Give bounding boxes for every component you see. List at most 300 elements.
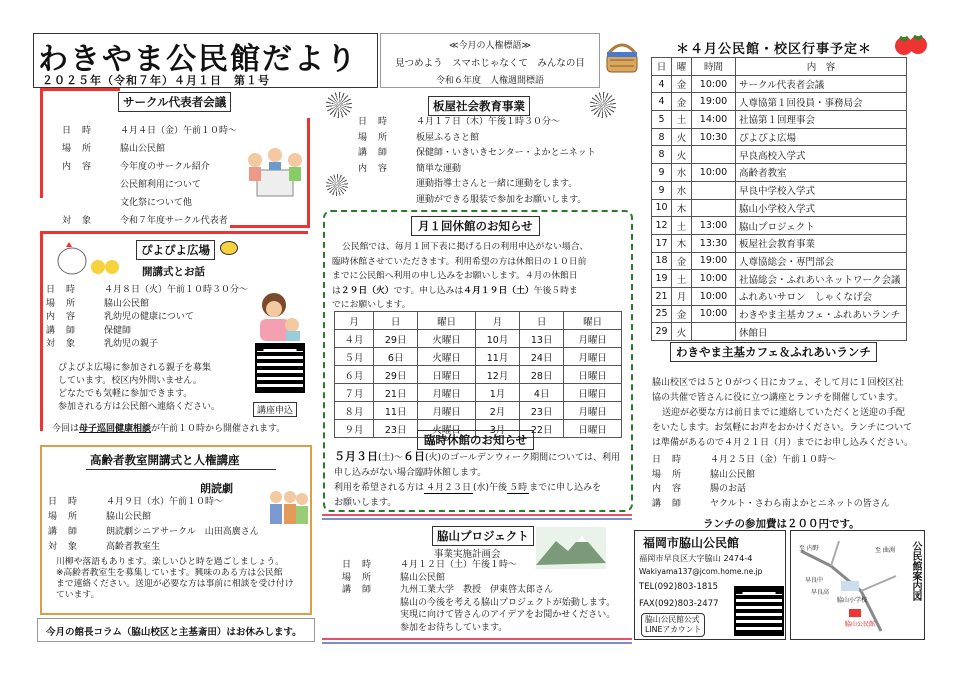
- event-time: 10:30: [692, 128, 736, 146]
- closure-section: [323, 210, 633, 512]
- closure-p2: 臨時休館させていただきます。利用希望の方は休館日の１０日前: [332, 256, 587, 267]
- events-row: [652, 128, 907, 146]
- closure-cell: 29日: [374, 366, 418, 384]
- line-label-2: LINEアカウント: [645, 625, 702, 634]
- closure-cell: 日曜日: [564, 420, 622, 438]
- temp-closure-text: [334, 449, 620, 511]
- closure-cell: 月曜日: [564, 330, 622, 348]
- event-time: 10:00: [692, 164, 736, 182]
- events-row: [652, 270, 907, 288]
- events-row: [652, 234, 907, 252]
- closure-cell: 28日: [520, 366, 564, 384]
- closure-cell: 21日: [374, 384, 418, 402]
- temp-t1d: (火)のゴールデンウィーク期間については、利用: [425, 453, 620, 463]
- cafe-detail-value: 腸のお話: [710, 484, 747, 494]
- elder-detail-row: [48, 525, 259, 540]
- temp-end: ６日: [403, 450, 426, 463]
- event-weekday: 水: [672, 181, 692, 199]
- itaya-detail-label: 内 容: [358, 163, 389, 174]
- itaya-detail-value: 保健師・いきいきセンター・よかとニネット: [416, 148, 596, 158]
- itaya-detail-value: 運動ができる服装で参加をお願いします。: [416, 194, 587, 205]
- itaya-detail-row: [358, 131, 596, 147]
- hall-tel: TEL(092)803-1815: [639, 582, 719, 592]
- line-label-1: 脇山公民館公式: [645, 615, 700, 624]
- cafe-detail-label: 場 所: [652, 469, 683, 480]
- elder-detail-value: 脇山公民館: [106, 512, 152, 522]
- closure-cell: ７月: [335, 384, 374, 402]
- piyo-bottom-em: 母子巡回健康相談: [79, 424, 152, 434]
- project-detail-row: [342, 584, 615, 597]
- piyo-note-4: 参加される方は公民館へ連絡ください。: [58, 402, 221, 412]
- circle-detail-label: 場 所: [62, 144, 93, 154]
- circle-detail-value: ４月４日（金）午前１０時～: [120, 126, 238, 136]
- event-time: 14:00: [692, 111, 736, 129]
- meeting-illustration: [245, 146, 305, 204]
- piyo-detail-label: 講 師: [46, 325, 77, 336]
- elder-section: [40, 445, 312, 615]
- cafe-detail-label: 講 師: [652, 498, 683, 509]
- events-header-content: 内 容: [736, 58, 907, 76]
- closure-cell: 2月: [475, 402, 519, 420]
- event-content: 高齢者教室: [736, 164, 907, 182]
- cafe-detail-row: [652, 468, 890, 483]
- circle-detail-value: 今年度のサークル紹介: [120, 162, 210, 172]
- itaya-detail-label: [358, 193, 416, 209]
- project-detail-label: [342, 597, 400, 610]
- event-time: 10:00: [692, 270, 736, 288]
- project-detail-value: 脇山の今後を考える脇山プロジェクトが始動します。: [400, 597, 616, 608]
- temp-closure-line-1: [334, 449, 620, 466]
- cafe-detail-row: [652, 453, 890, 468]
- event-weekday: 土: [672, 217, 692, 235]
- closure-cell: 月曜日: [418, 384, 476, 402]
- event-time: [692, 181, 736, 199]
- closure-cell: 4日: [520, 384, 564, 402]
- project-detail-value: ４月１２日（土）午後１時～: [400, 560, 518, 570]
- closure-cell: 1月: [475, 384, 519, 402]
- piyo-detail-value: 脇山公民館: [104, 298, 150, 309]
- closure-p4a: は: [332, 285, 341, 296]
- piyo-detail-row: [46, 311, 248, 325]
- closure-header-cell: 日: [374, 312, 418, 330]
- project-detail-value: 九州工業大学 教授 伊東啓太郎さん: [400, 585, 554, 595]
- closure-header-cell: 曜日: [564, 312, 622, 330]
- event-content: 脇山プロジェクト: [736, 217, 907, 235]
- circle-detail-row: [62, 212, 237, 230]
- map-label-high: 早良高: [811, 589, 830, 596]
- project-detail-row: [342, 609, 615, 622]
- circle-detail-row: [62, 194, 237, 212]
- cafe-section: [645, 336, 925, 530]
- closure-header-cell: 月: [475, 312, 519, 330]
- project-detail-value: 脇山公民館: [400, 572, 446, 583]
- events-row: [652, 111, 907, 129]
- circle-detail-label: 日 時: [62, 126, 93, 136]
- closure-p5: でにお願いします。: [332, 300, 411, 310]
- piyo-bottom-note: [52, 421, 285, 434]
- temp-deadline: ４月２３日: [426, 483, 472, 493]
- cafe-detail-row: [652, 482, 890, 497]
- circle-detail-row: [62, 158, 237, 176]
- event-weekday: 木: [672, 199, 692, 217]
- event-content: 早良高校入学式: [736, 146, 907, 164]
- event-weekday: 月: [672, 287, 692, 305]
- temp-closure-title: 臨時休館のお知らせ: [417, 430, 534, 450]
- itaya-detail-value: 運動指導士さんと一緒に運動をします。: [416, 179, 578, 189]
- cafe-detail-row: [652, 497, 890, 512]
- itaya-detail-row: [358, 146, 596, 162]
- newsletter-title: わきやま公民館だより: [38, 42, 358, 77]
- cafe-p4: をいたします。お気軽にお声をおかけください。ランチについて: [652, 423, 913, 433]
- circle-detail-row: [62, 176, 237, 194]
- event-day: 5: [652, 111, 672, 129]
- circle-detail-label: 内 容: [62, 162, 93, 172]
- decorative-stripe-bottom: [322, 638, 632, 644]
- elder-note-1: 川柳や落語もあります。楽しいひと時を過ごしましょう。: [56, 557, 285, 567]
- temp-t3a: 利用を希望される方は: [334, 483, 425, 493]
- piyo-detail-value: 保健師: [104, 325, 132, 336]
- closure-cell: 火曜日: [418, 420, 476, 438]
- event-time: 19:00: [692, 252, 736, 270]
- event-time: [692, 146, 736, 164]
- project-title: 脇山プロジェクト: [432, 526, 534, 546]
- masthead: [33, 33, 378, 88]
- cafe-p2: 協の共催で皆さんに役に立つ講座とランチを開催しています。: [652, 393, 904, 403]
- circle-detail-value: 文化祭について他: [120, 198, 192, 208]
- itaya-detail-label: 日 時: [358, 117, 389, 127]
- event-content: 人尊協総会・専門部会: [736, 252, 907, 270]
- events-header-day: 日: [652, 58, 672, 76]
- closure-cell: 10月: [475, 330, 519, 348]
- mother-child-illustration: [252, 289, 307, 344]
- events-row: [652, 164, 907, 182]
- temp-closure-line-4: お願いします。: [334, 498, 397, 508]
- elder-note-4: ています。: [56, 590, 100, 600]
- temp-t3d: ５時: [509, 483, 528, 493]
- event-day: 21: [652, 287, 672, 305]
- event-day: 9: [652, 164, 672, 182]
- piyo-note-2: しています。校区内外問いません。: [58, 376, 202, 386]
- event-content: わきやま主基カフェ・ふれあいランチ: [736, 305, 907, 323]
- event-time: [692, 199, 736, 217]
- event-day: 8: [652, 128, 672, 146]
- elder-note-3: まで連絡ください。送迎が必要な方は事前に相談を受け付け: [56, 579, 294, 589]
- closure-cell: ４月: [335, 330, 374, 348]
- closure-title: 月１回休館のお知らせ: [411, 216, 540, 236]
- closure-p3: までに公民館へ利用の申し込みをお願いします。４月の休館日: [332, 271, 578, 281]
- piyo-detail-value: 乳幼児の健康について: [104, 312, 194, 322]
- project-detail-row: [342, 622, 615, 635]
- event-day: 29: [652, 323, 672, 341]
- piyo-title: ぴよぴよ広場: [136, 240, 215, 260]
- event-weekday: 火: [672, 146, 692, 164]
- circle-detail-row: [62, 122, 237, 140]
- temp-closure-line-3: [334, 481, 620, 496]
- elder-detail-value: 高齢者教室生: [106, 542, 161, 552]
- basket-illustration: [604, 36, 640, 76]
- event-content: 社協第１回理事会: [736, 111, 907, 129]
- cafe-paragraph: [652, 376, 913, 451]
- map-title: 公民館案内図: [910, 541, 921, 601]
- circle-detail-row: [62, 140, 237, 158]
- event-content: 休館日: [736, 323, 907, 341]
- closure-header-cell: 月: [335, 312, 374, 330]
- closure-cell: ５月: [335, 348, 374, 366]
- map-label-east: 至 曲渕: [875, 547, 895, 554]
- events-row: [652, 287, 907, 305]
- strawberry-illustration: [894, 30, 928, 58]
- event-time: 19:00: [692, 93, 736, 111]
- events-row: [652, 217, 907, 235]
- circle-detail-value: 脇山公民館: [120, 144, 166, 154]
- event-day: 8: [652, 146, 672, 164]
- piyo-detail-row: [46, 284, 248, 298]
- project-detail-value: 実現に向けて皆さんのアイデアをお聞かせください。: [400, 610, 616, 620]
- piyo-detail-row: [46, 298, 248, 312]
- event-content: 脇山小学校入学式: [736, 199, 907, 217]
- closure-cell: 24日: [520, 348, 564, 366]
- event-weekday: 土: [672, 111, 692, 129]
- piyo-detail-label: 場 所: [46, 298, 77, 309]
- closure-row: [335, 384, 622, 402]
- elder-detail-value: 朗読劇シニアサークル 山田高廣さん: [106, 527, 259, 537]
- project-detail-label: 講 師: [342, 585, 373, 595]
- line-qr-code[interactable]: [734, 586, 784, 636]
- cafe-detail-label: 内 容: [652, 484, 683, 494]
- access-map: [790, 530, 925, 640]
- itaya-detail-value: ４月１７日（木）午後１時３０分～: [416, 117, 561, 127]
- elder-detail-row: [48, 510, 259, 525]
- events-row: [652, 305, 907, 323]
- closure-cell: 火曜日: [418, 348, 476, 366]
- itaya-title: 板屋社会教育事業: [428, 96, 530, 116]
- circle-section: [40, 88, 310, 228]
- elder-detail-row: [48, 495, 259, 510]
- event-weekday: 金: [672, 75, 692, 93]
- closure-cell: 13日: [520, 330, 564, 348]
- closure-table: [334, 311, 622, 438]
- elder-detail-label: 講 師: [48, 527, 79, 537]
- slogan-box: [380, 33, 600, 88]
- closure-cell: 11月: [475, 348, 519, 366]
- itaya-detail-row: [358, 115, 596, 131]
- cafe-p3: 送迎が必要な方は前日までに連絡していただくと送迎の手配: [662, 408, 906, 418]
- project-detail-row: [342, 597, 615, 610]
- events-row: [652, 75, 907, 93]
- piyo-note-1: ぴよぴよ広場に参加される親子を募集: [58, 363, 212, 373]
- hall-address: 福岡市早良区大字脇山 2474-4: [639, 553, 753, 563]
- piyo-detail-row: [46, 338, 248, 352]
- closure-cell: 29日: [374, 330, 418, 348]
- event-time: 13:00: [692, 217, 736, 235]
- sunburst-bottom-icon: [326, 174, 348, 196]
- closure-header-cell: 日: [520, 312, 564, 330]
- apply-label: 講座申込: [253, 402, 297, 417]
- event-weekday: 木: [672, 234, 692, 252]
- event-content: 板屋社会教育事業: [736, 234, 907, 252]
- project-detail-value: 参加をお待ちしています。: [400, 622, 508, 633]
- piyo-detail-label: 内 容: [46, 312, 77, 322]
- cafe-detail-label: 日 時: [652, 455, 683, 465]
- elder-note-2: ※高齢者教室生を募集しています。興味のある方は公民館: [56, 568, 283, 578]
- application-qr-code[interactable]: [255, 343, 305, 393]
- itaya-detail-row: [358, 193, 596, 209]
- closure-row: [335, 330, 622, 348]
- event-weekday: 金: [672, 93, 692, 111]
- map-label-north: 至 内野: [799, 545, 819, 552]
- director-column-note: 今月の館長コラム（脇山校区と主基斎田）はお休みします。: [37, 618, 315, 642]
- events-row: [652, 181, 907, 199]
- circle-detail-value: 令和７年度サークル代表者: [120, 216, 228, 226]
- closure-cell: 6日: [374, 348, 418, 366]
- event-day: 10: [652, 199, 672, 217]
- elder-title: 高齢者教室開講式と人権講座: [90, 453, 240, 467]
- cafe-detail-value: 脇山公民館: [710, 469, 756, 480]
- event-weekday: 火: [672, 128, 692, 146]
- event-content: 人尊協第１回役員・事務局会: [736, 93, 907, 111]
- temp-start: ５月３日: [334, 450, 378, 463]
- reading-drama-illustration: [266, 487, 310, 527]
- events-row: [652, 252, 907, 270]
- hall-name: 福岡市脇山公民館: [643, 536, 740, 550]
- hall-fax: FAX(092)803-2477: [639, 599, 719, 609]
- piyo-detail-value: ４月８日（火）午前１０時３０分～: [104, 285, 249, 295]
- piyo-detail-label: 対 象: [46, 339, 77, 349]
- circle-detail-label: [62, 176, 120, 194]
- temp-t3e: までに申し込みを: [529, 483, 602, 493]
- event-content: ぴよぴよ広場: [736, 128, 907, 146]
- project-detail-row: [342, 559, 615, 572]
- closure-cell: 月曜日: [564, 348, 622, 366]
- piyo-section: [40, 231, 310, 441]
- itaya-detail-label: 場 所: [358, 132, 389, 143]
- circle-detail-label: [62, 194, 120, 212]
- closure-row: [335, 366, 622, 384]
- closure-cell: 火曜日: [418, 330, 476, 348]
- event-day: 17: [652, 234, 672, 252]
- itaya-detail-value: 簡単な運動: [416, 163, 462, 174]
- event-day: 12: [652, 217, 672, 235]
- circle-title: サークル代表者会議: [118, 92, 231, 112]
- slogan-source: 令和６年度 人権週間標語: [435, 76, 544, 86]
- event-day: 4: [652, 93, 672, 111]
- closure-cell: 3月: [475, 420, 519, 438]
- closure-cell: 23日: [520, 402, 564, 420]
- closure-cell: 22日: [520, 420, 564, 438]
- temp-closure-line-2: 申し込みがない場合臨時休館します。: [334, 468, 487, 478]
- closure-p4: [332, 284, 588, 299]
- elder-detail-label: 場 所: [48, 512, 79, 522]
- closure-p1: 公民館では、毎月１回下表に掲げる日の利用申込がない場合、: [342, 242, 589, 252]
- cafe-fee: ランチの参加費は２００円です。: [703, 518, 860, 530]
- closure-row: [335, 402, 622, 420]
- closure-cell: ８月: [335, 402, 374, 420]
- project-detail-row: [342, 572, 615, 585]
- piyo-details: [46, 284, 248, 352]
- event-weekday: 金: [672, 305, 692, 323]
- event-day: 25: [652, 305, 672, 323]
- piyo-detail-value: 乳幼児の親子: [104, 339, 159, 349]
- event-content: ふれあいサロン しゃくなげ会: [736, 287, 907, 305]
- project-detail-label: 日 時: [342, 560, 373, 570]
- event-day: 19: [652, 270, 672, 288]
- closure-row: [335, 348, 622, 366]
- event-weekday: 土: [672, 270, 692, 288]
- closure-cell: 23日: [374, 420, 418, 438]
- line-label: [641, 613, 705, 637]
- event-content: 早良中学校入学式: [736, 181, 907, 199]
- closure-cell: 11日: [374, 402, 418, 420]
- circle-detail-label: 対 象: [62, 216, 93, 226]
- hall-email: Wakiyama137@jcom.home.ne.jp: [639, 567, 763, 576]
- itaya-details: [358, 115, 596, 208]
- event-time: 13:30: [692, 234, 736, 252]
- event-day: 4: [652, 75, 672, 93]
- event-time: 10:00: [692, 287, 736, 305]
- closure-april-date: ２９日（火）: [340, 285, 394, 296]
- events-row: [652, 93, 907, 111]
- event-day: 18: [652, 252, 672, 270]
- piyo-note-3: どなたでも気軽に参加できます。: [58, 389, 193, 399]
- cafe-title: わきやま主基カフェ＆ふれあいランチ: [670, 342, 877, 362]
- event-weekday: 金: [672, 252, 692, 270]
- event-time: 10:00: [692, 305, 736, 323]
- closure-cell: 月曜日: [564, 402, 622, 420]
- temp-t3c: (水)午後: [473, 483, 508, 493]
- map-label-chu: 早良中: [805, 577, 824, 584]
- elder-notes: [56, 557, 294, 601]
- elder-subtitle: 朗読劇: [200, 482, 233, 495]
- elder-detail-label: 対 象: [48, 542, 79, 552]
- piyo-bottom-pre: 今回は: [52, 424, 80, 434]
- closure-header-cell: 曜日: [418, 312, 476, 330]
- slogan-text: 見つめよう スマホじゃなくて みんなの目: [395, 58, 585, 69]
- slogan-heading: ≪今月の人権標語≫: [449, 41, 531, 51]
- events-header-time: 時間: [692, 58, 736, 76]
- circle-detail-value: 公民館利用について: [120, 180, 201, 190]
- project-details: [342, 559, 615, 634]
- bee-icon: [220, 241, 238, 255]
- cafe-p5: は準備があるので４月２１日（月）までにお申し込みください。: [652, 438, 914, 448]
- events-table: [651, 57, 907, 341]
- cafe-detail-value: ヤクルト・さわら南よかとニネットの皆さん: [710, 498, 890, 509]
- closure-cell: 12月: [475, 366, 519, 384]
- itaya-section: [322, 88, 644, 210]
- piyo-subtitle: 開講式とお話: [142, 266, 205, 278]
- event-content: 社協総会・ふれあいネットワーク会議: [736, 270, 907, 288]
- sunburst-left-icon: [326, 92, 352, 118]
- itaya-detail-label: [358, 177, 416, 193]
- project-detail-label: [342, 622, 400, 635]
- piyo-bottom-post: が午前１０時から開催されます。: [151, 424, 286, 434]
- elder-detail-row: [48, 540, 259, 555]
- events-row: [652, 146, 907, 164]
- elder-details: [48, 495, 259, 555]
- event-time: 10:00: [692, 75, 736, 93]
- closure-cell: 日曜日: [564, 366, 622, 384]
- closure-cell: ６月: [335, 366, 374, 384]
- elder-detail-value: ４月９日（水）午前１０時～: [106, 497, 224, 507]
- cafe-detail-value: ４月２５日（金）午前１０時～: [710, 455, 837, 465]
- closure-paragraph: [332, 240, 588, 313]
- closure-cell: 日曜日: [564, 384, 622, 402]
- closure-cell: 月曜日: [418, 402, 476, 420]
- piyo-detail-row: [46, 325, 248, 339]
- piyo-notes: [58, 362, 220, 414]
- itaya-detail-row: [358, 162, 596, 178]
- cafe-p1: 脇山校区では５と０がつく日にカフェ、そして月に１回校区社: [652, 378, 904, 388]
- cafe-details: [652, 453, 890, 511]
